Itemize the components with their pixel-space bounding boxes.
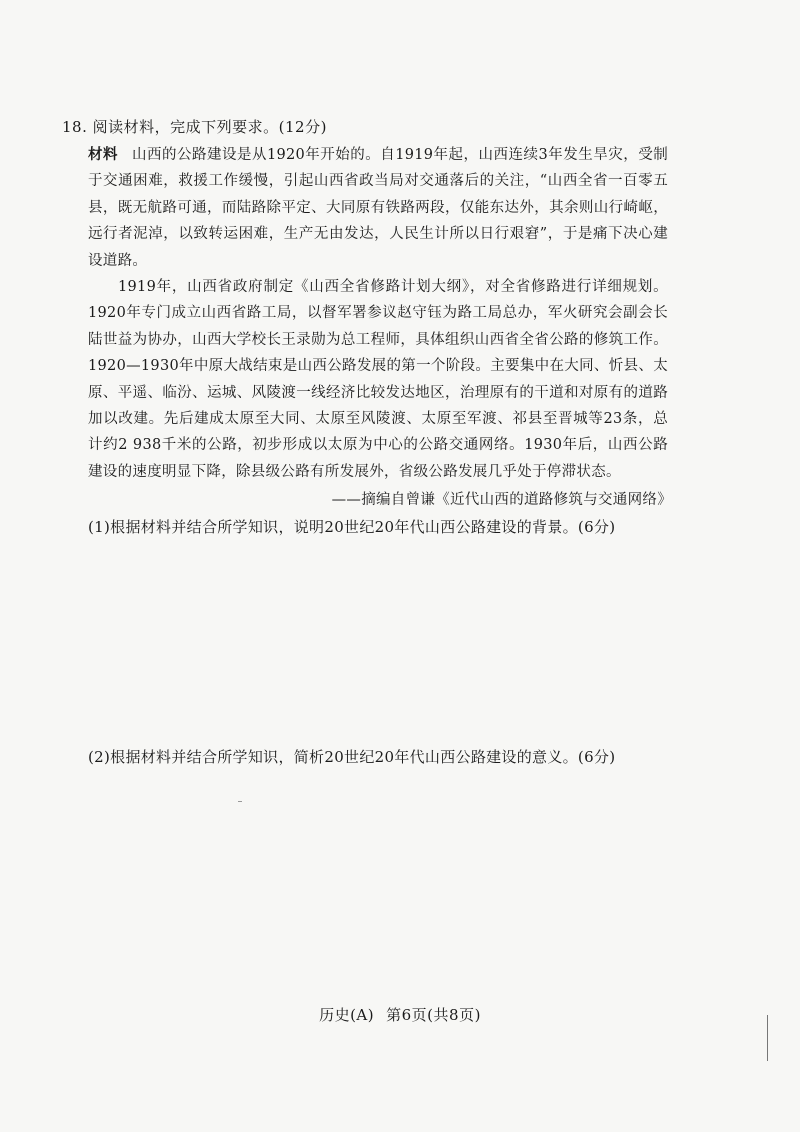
material-paragraph-1	[88, 142, 668, 274]
subquestion-2: (2)根据材料并结合所学知识，简析20世纪20年代山西公路建设的意义。(6分)	[88, 748, 616, 766]
footer-subject: 历史(A)	[319, 1006, 375, 1024]
material-label: 材料	[88, 146, 118, 163]
page-footer	[0, 1004, 800, 1025]
material-block	[88, 142, 668, 485]
material-paragraph-2: 1919年，山西省政府制定《山西全省修路计划大纲》，对全省修路进行详细规划。1920年专门成立山西省路工局，以督军署参议赵守钰为路工局总办，军火研究会副会长陆世益为协办，山西大学校长王录勋为总工程师，具体组织山西省全省公路的修筑工作。1920—1930年中原大战结束是山西公路发展的第一个阶段。主要集中在大同、忻县、太原、平遥、临汾、运城、风陵渡一线经济比较发达地区，治理原有的干道和对原有的道路加以改建。先后建成太原至大同、太原至风陵渡、太原至军渡、祁县至晋城等23条，总计约2 938千米的公路，初步形成以太原为中心的公路交通网络。1930年后，山西公路建设的速度明显下降，除县级公路有所发展外，省级公路发展几乎处于停滞状态。	[88, 279, 668, 480]
question-title: 18. 阅读材料，完成下列要求。(12分)	[62, 118, 327, 136]
material-paragraph-1-text: 山西的公路建设是从1920年开始的。自1919年起，山西连续3年发生旱灾，受制于交通困难，救援工作缓慢，引起山西省政当局对交通落后的关注，“山西全省一百零五县，既无航路可通，而陆路除平定、大同原有铁路两段，仅能东达外，其余则山行崎岖，远行者泥淖，以致转运困难，生产无由发达，人民生计所以日行艰窘”，于是痛下决心建设道路。	[88, 147, 668, 269]
scan-margin-line	[767, 1015, 768, 1061]
footer-page-number: 第6页(共8页)	[386, 1006, 481, 1024]
material-source: ——摘编自曾谦《近代山西的道路修筑与交通网络》	[331, 492, 672, 508]
scan-speck	[238, 801, 242, 802]
subquestion-1: (1)根据材料并结合所学知识，说明20世纪20年代山西公路建设的背景。(6分)	[88, 518, 616, 536]
